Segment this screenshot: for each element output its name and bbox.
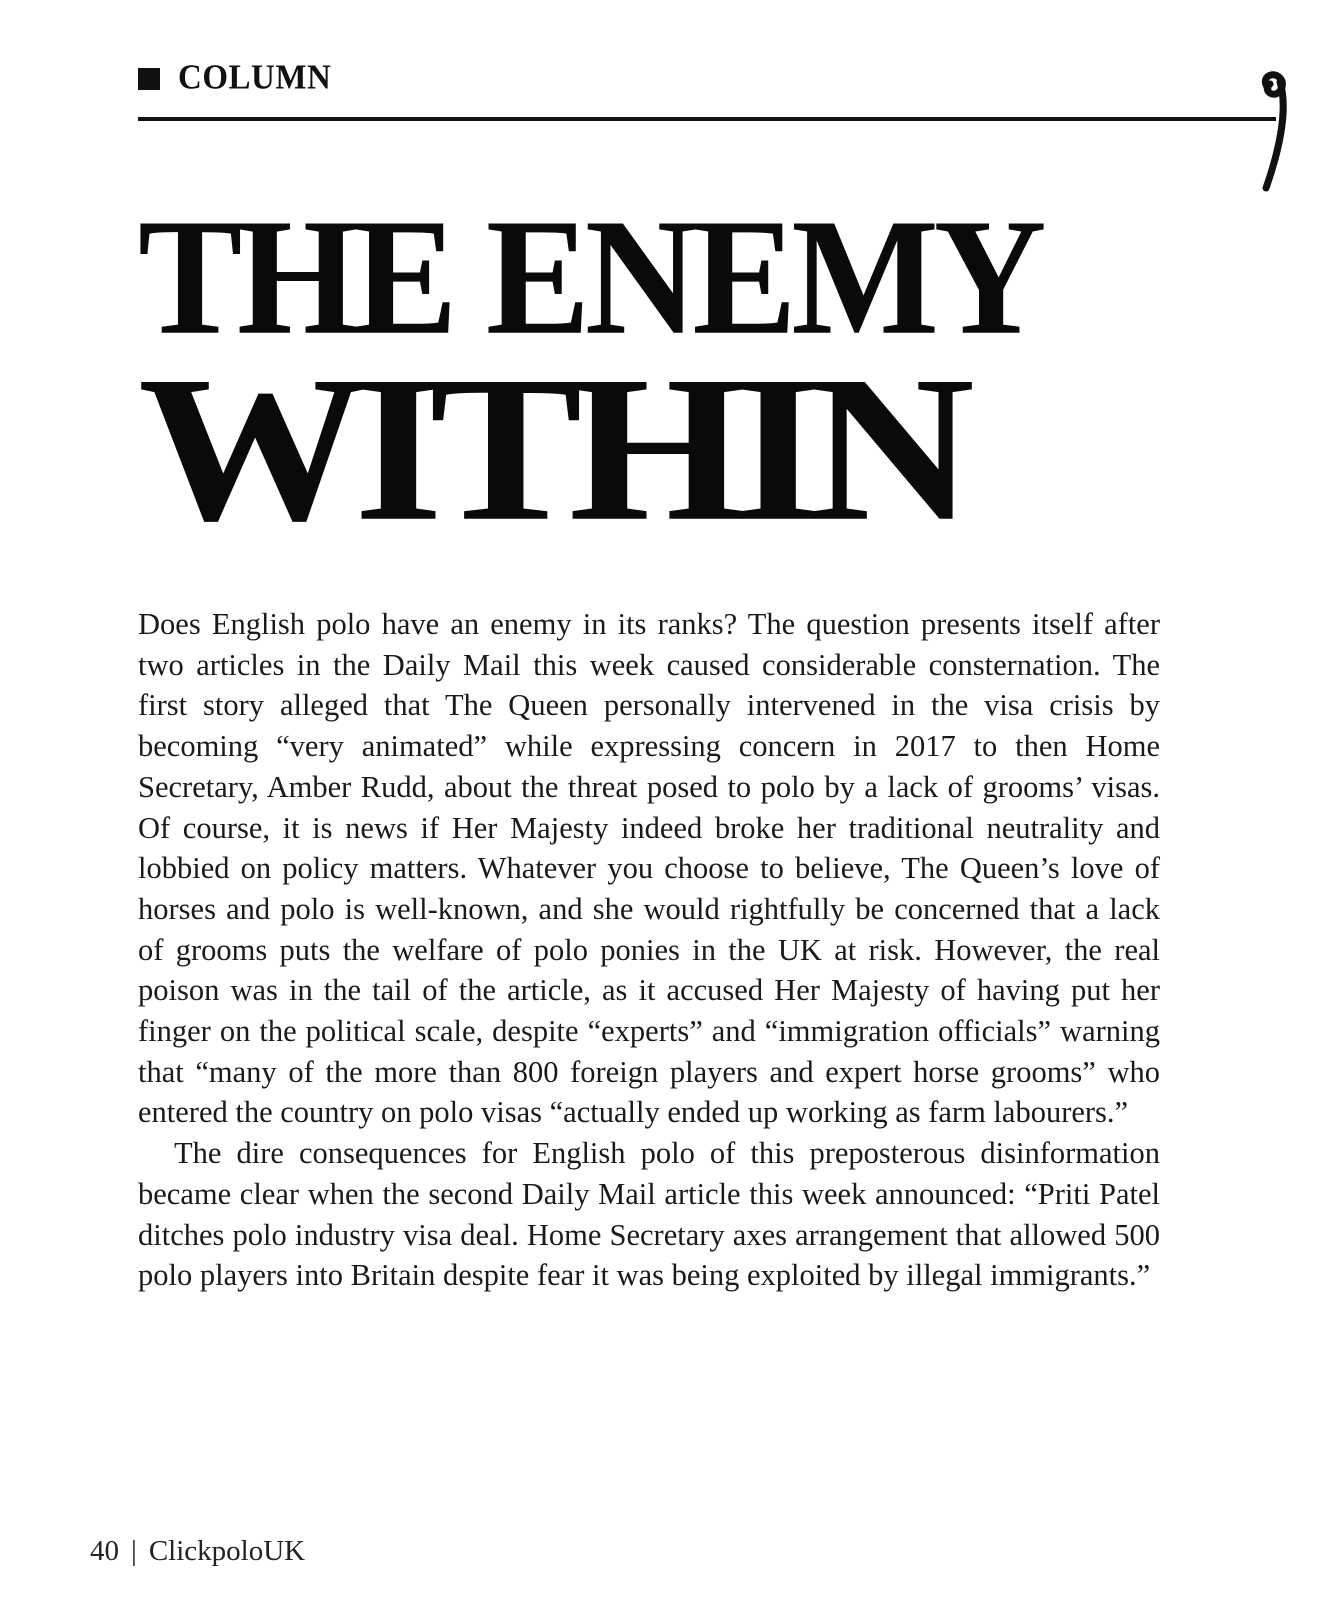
article-body	[138, 604, 1160, 1296]
page-footer	[90, 1535, 305, 1568]
footer-separator: |	[131, 1535, 137, 1567]
square-bullet-icon	[138, 68, 160, 90]
page-number: 40	[90, 1535, 119, 1567]
header-rule	[138, 117, 1276, 121]
article-paragraph-2: The dire consequences for English polo of this preposterous disinformation became clear when the second Daily Mail article this week announced: “Priti Patel ditches polo industry visa deal. Home Secretary axes arrangement that allowed 500 polo players into Britain despite fear it was being exploited by illegal immigrants.”	[138, 1136, 1160, 1293]
corner-ornament-icon	[1250, 68, 1318, 198]
section-header	[138, 59, 332, 97]
headline-line-1: THE ENEMY	[138, 185, 1042, 370]
article-paragraph-1: Does English polo have an enemy in its ranks? The question presents itself after two articles in the Daily Mail this week caused considerable consternation. The first story alleged that The Queen personally intervened in the visa crisis by becoming “very animated” while expressing concern in 2017 to then Home Secretary, Amber Rudd, about the threat posed to polo by a lack of grooms’ visas. Of course, it is news if Her Majesty indeed broke her traditional neutrality and lobbied on policy matters. Whatever you choose to believe, The Queen’s love of horses and polo is well-known, and she would rightfully be concerned that a lack of grooms puts the welfare of polo ponies in the UK at risk. However, the real poison was in the tail of the article, as it accused Her Majesty of having put her finger on the political scale, despite “experts” and “immigration officials” warning that “many of the more than 800 foreign players and expert horse grooms” who entered the country on polo visas “actually ended up working as farm labourers.”	[138, 607, 1160, 1130]
section-label: COLUMN	[178, 59, 332, 97]
headline-line-2: WITHIN	[138, 333, 961, 565]
publication-name: ClickpoloUK	[148, 1535, 306, 1567]
